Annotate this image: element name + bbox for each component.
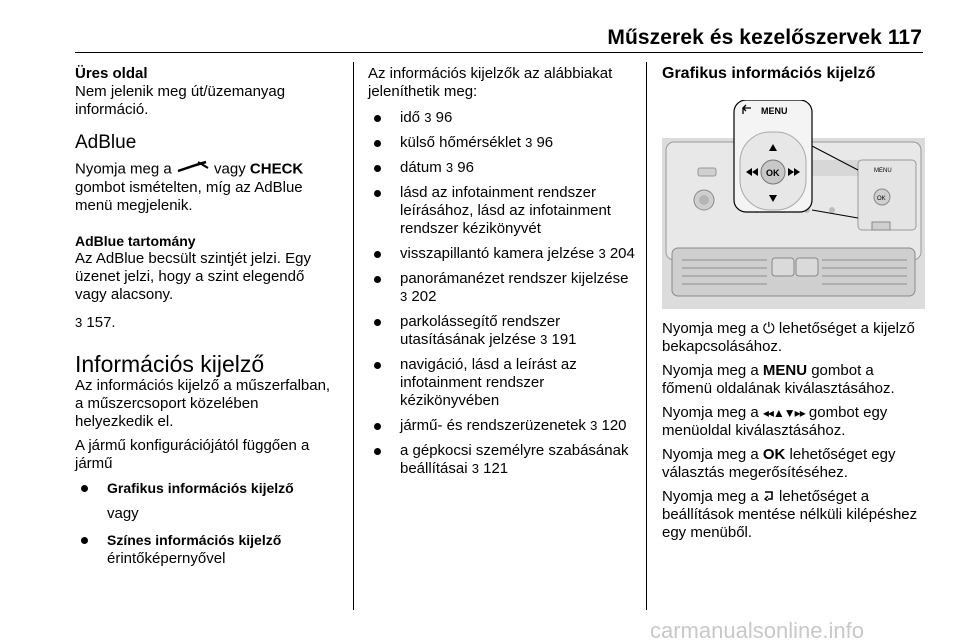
info-display-p2: A jármű konfigurációjától függően a jármű [75, 437, 310, 472]
back-icon [763, 488, 775, 506]
c3-p1-pre: Nyomja meg a [662, 320, 759, 337]
display-type-or: vagy [107, 505, 139, 522]
adblue-text-pre: Nyomja meg a [75, 160, 172, 178]
page-ref-icon: 3 [445, 160, 454, 175]
page-ref-icon: 3 [525, 135, 533, 150]
steering-button-icon [176, 160, 210, 179]
display-type-list [75, 479, 340, 497]
adblue-paragraph [75, 160, 340, 215]
display-type-color-label: Színes információs kijelző [107, 532, 282, 548]
display-type-list-2 [75, 531, 340, 568]
c3-p2 [662, 362, 927, 398]
display-feature-item [368, 442, 636, 478]
c3-p5-pre: Nyomja meg a [662, 488, 759, 505]
display-feature-ref: 120 [601, 417, 627, 434]
page-ref-icon: 3 [590, 418, 598, 433]
power-icon: ⏻ [762, 320, 775, 337]
display-feature-item [368, 109, 636, 127]
page-ref-icon: 3 [598, 246, 606, 261]
display-feature-text: panorámanézet rendszer kijelzése [400, 270, 629, 287]
column-divider-2 [646, 62, 647, 610]
column-2 [368, 65, 636, 478]
display-feature-ref: 204 [609, 245, 635, 262]
menu-label: MENU [762, 362, 808, 379]
display-type-graphic: Grafikus információs kijelző [75, 479, 340, 497]
adblue-text-post: gombot ismételten, míg az AdBlue menü megjelenik. [75, 179, 303, 214]
display-feature-ref: 96 [457, 159, 474, 176]
c3-p2-post: gombot a főmenü oldalának kiválasztásához. [662, 362, 895, 397]
c3-p5 [662, 488, 927, 542]
arrow-buttons-icon: ◂◂▲▼▸▸ [762, 406, 805, 420]
display-type-color [75, 531, 340, 568]
page-ref-icon: 3 [400, 289, 408, 304]
c3-p5-post: lehetőséget a beállítások mentése nélküli kilépéshez egy menüből. [662, 488, 918, 542]
display-feature-text: navigáció, lásd a leírást az infotainment rendszer kézikönyvében [400, 356, 577, 409]
adblue-reference [75, 314, 340, 332]
c3-p1-post: lehetőséget a kijelző bekapcsolásához. [662, 320, 915, 355]
display-feature-ref: 191 [551, 331, 577, 348]
page-ref-icon: 3 [75, 315, 83, 330]
page-ref-icon: 3 [540, 332, 548, 347]
display-features-intro: Az információs kijelzők az alábbiakat jeleníthetik meg: [368, 65, 613, 100]
display-feature-item [368, 270, 636, 306]
display-feature-text: idő [400, 109, 421, 126]
column-1 [75, 65, 340, 568]
menu-button-label: MENU [761, 106, 788, 116]
display-feature-text: a gépkocsi személyre szabásának beállításai [400, 442, 629, 477]
display-feature-ref: 96 [435, 109, 453, 126]
header-rule [75, 52, 923, 53]
display-type-color-sub: érintőképernyővel [107, 550, 226, 567]
display-feature-text: lásd az infotainment rendszer leírásához, lásd az infotainment rendszer kézikönyvét [400, 184, 611, 237]
display-feature-text: külső hőmérséklet [400, 134, 521, 151]
column-3 [662, 65, 927, 83]
adblue-range-heading: AdBlue tartomány [75, 233, 196, 249]
display-feature-text: parkolássegítő rendszer utasításának jelzése [400, 313, 561, 348]
adblue-text-mid: vagy [214, 160, 246, 178]
display-feature-text: jármű- és rendszerüzenetek [400, 417, 586, 434]
page-header-title: Műszerek és kezelőszervek 117 [607, 26, 922, 49]
display-feature-text: visszapillantó kamera jelzése [400, 245, 595, 262]
display-feature-item [368, 245, 636, 263]
column-3-text [662, 320, 927, 542]
info-display-heading: Információs kijelző [75, 351, 265, 377]
display-feature-item [368, 159, 636, 177]
c3-p4 [662, 446, 927, 482]
control-panel-figure [662, 100, 925, 309]
ok-button-label: OK [766, 168, 780, 178]
footer-watermark: carmanualsonline.info [650, 618, 865, 643]
c3-p4-pre: Nyomja meg a [662, 446, 759, 463]
c3-p1 [662, 320, 927, 356]
check-button-label: CHECK [249, 160, 304, 178]
display-feature-ref: 121 [483, 460, 509, 477]
empty-page-text: Nem jelenik meg út/üzemanyag információ. [75, 83, 286, 118]
display-feature-item [368, 134, 636, 152]
c3-p3-pre: Nyomja meg a [662, 404, 759, 421]
display-feature-text: dátum [400, 159, 442, 176]
empty-page-heading: Üres oldal [75, 65, 148, 82]
display-feature-ref: 202 [411, 288, 437, 305]
adblue-ref-page: 157. [86, 314, 116, 331]
small-ok-label: OK [877, 196, 886, 202]
display-feature-item [368, 356, 636, 410]
small-menu-label: MENU [874, 168, 892, 174]
display-feature-item [368, 184, 636, 238]
page-ref-icon: 3 [424, 110, 432, 125]
c3-p4-post: lehetőséget egy választás megerősítéséhez. [662, 446, 896, 481]
display-features-list [368, 109, 636, 478]
ok-label: OK [762, 446, 786, 463]
adblue-range-text: Az AdBlue becsült szintjét jelzi. Egy üzenet jelzi, hogy a szint elegendő vagy alacsony. [75, 250, 311, 303]
adblue-heading: AdBlue [75, 132, 137, 153]
display-feature-item [368, 313, 636, 349]
c3-p2-pre: Nyomja meg a [662, 362, 759, 379]
display-feature-item [368, 417, 636, 435]
graphic-display-heading: Grafikus információs kijelző [662, 65, 876, 82]
c3-p3 [662, 404, 927, 440]
c3-p3-post: gombot egy menüoldal kiválasztásához. [662, 404, 888, 439]
column-divider-1 [353, 62, 354, 610]
info-display-p1: Az információs kijelző a műszerfalban, a műszercsoport közelében helyezkedik el. [75, 377, 331, 430]
display-feature-ref: 96 [536, 134, 554, 151]
page-ref-icon: 3 [471, 461, 479, 476]
